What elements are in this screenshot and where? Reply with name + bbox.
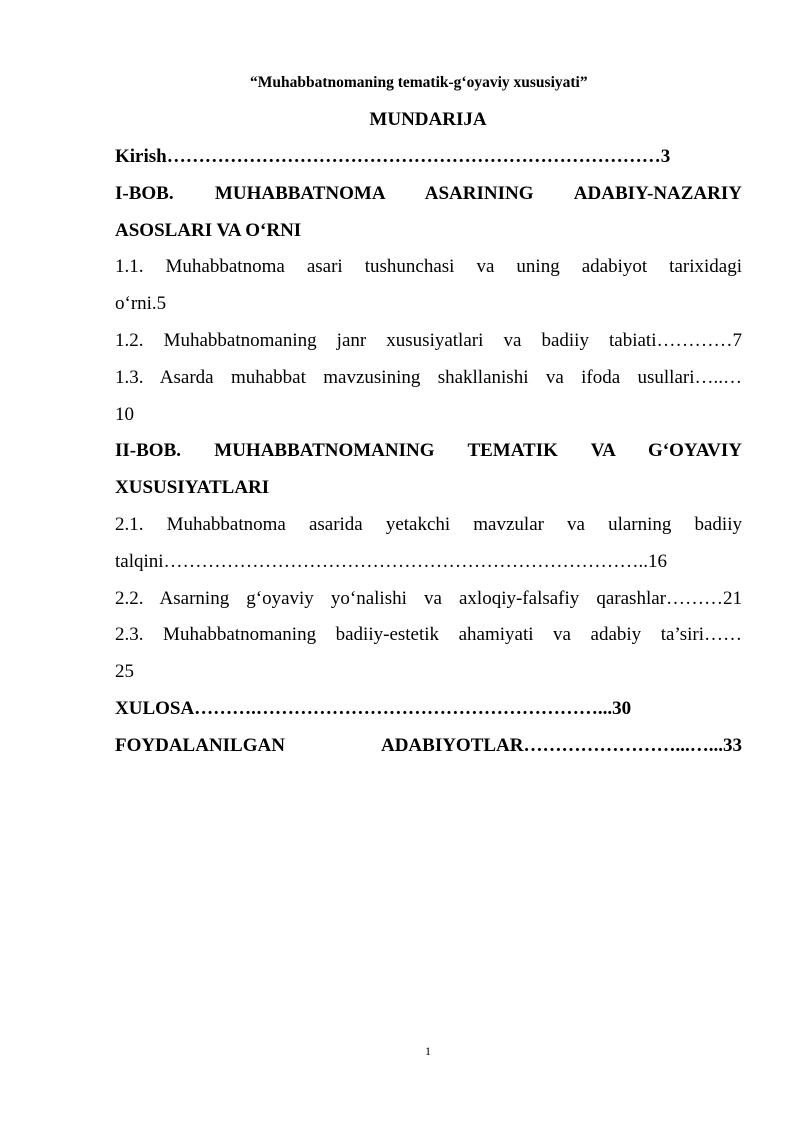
page-number: 1	[425, 1044, 431, 1058]
document-topic-header: “Muhabbatnomaning tematik-g‘oyaviy xususiyati”	[250, 74, 588, 91]
toc-chapter-1-heading-cont: ASOSLARI VA O‘RNI	[115, 219, 302, 241]
toc-section-2-1: 2.1. Muhabbatnoma asarida yetakchi mavzular va ularning badiiy	[115, 513, 742, 535]
toc-section-2-3-page: 25	[115, 661, 134, 683]
toc-section-1-2: 1.2. Muhabbatnomaning janr xususiyatlari va badiiy tabiati…………7	[115, 329, 742, 351]
toc-section-1-1: 1.1. Muhabbatnoma asari tushunchasi va uning adabiyot tarixidagi	[115, 256, 742, 278]
toc-section-2-3: 2.3. Muhabbatnomaning badiiy-estetik ahamiyati va adabiy ta’siri……	[115, 624, 742, 646]
toc-section-1-1-page: o‘rni.5	[115, 293, 167, 315]
table-of-contents	[115, 139, 742, 765]
toc-section-2-1-page: talqini…………………………………………………………………..16	[115, 550, 668, 572]
toc-entry-introduction: Kirish……………………………………………………………………3	[115, 146, 671, 167]
toc-section-2-2: 2.2. Asarning g‘oyaviy yo‘nalishi va axloqiy-falsafiy qarashlar………21	[115, 587, 742, 609]
toc-entry-references: FOYDALANILGAN ADABIYOTLAR……………………...…...33	[115, 734, 742, 756]
toc-title: MUNDARIJA	[369, 109, 487, 130]
toc-chapter-2-heading: II-BOB. MUHABBATNOMANING TEMATIK VA G‘OYAVIY	[115, 440, 742, 462]
toc-section-1-3-page: 10	[115, 403, 134, 425]
toc-section-1-3: 1.3. Asarda muhabbat mavzusining shakllanishi va ifoda usullari…..…	[115, 366, 742, 388]
toc-chapter-1-heading: I-BOB. MUHABBATNOMA ASARINING ADABIY-NAZARIY	[115, 182, 742, 204]
toc-entry-conclusion: XULOSA……….………………………………………………...30	[115, 697, 632, 719]
toc-chapter-2-heading-cont: XUSUSIYATLARI	[115, 477, 270, 499]
